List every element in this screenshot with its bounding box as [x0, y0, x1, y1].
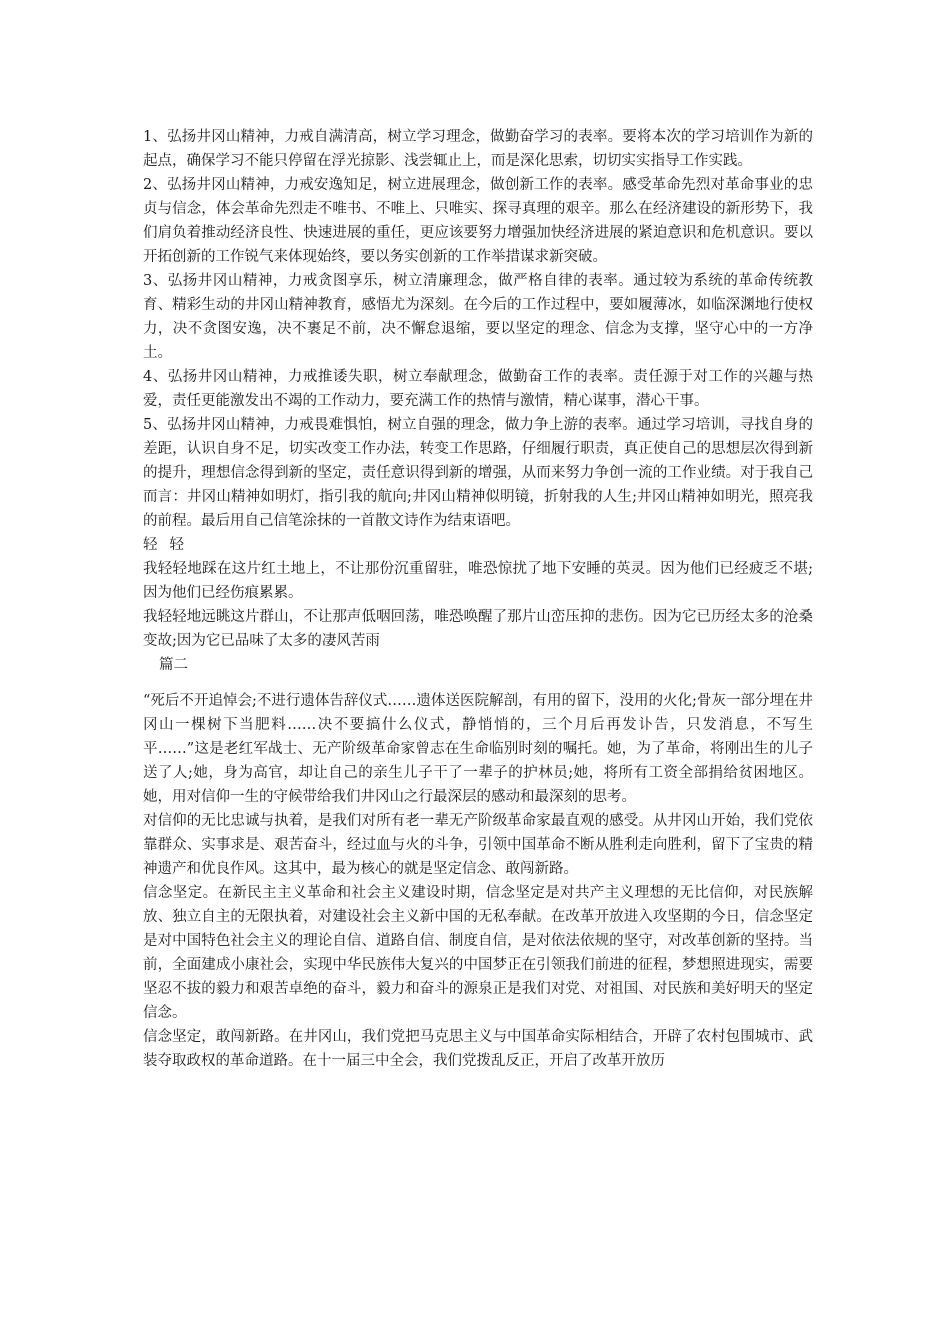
- paragraph-faith: 对信仰的无比忠诚与执着，是我们对所有老一辈无产阶级革命家最直观的感受。从井冈山开始，我们党依靠群众、实事求是、艰苦奋斗，经过血与火的斗争，引领中国革命不断从胜利走向胜利，留下了宝贵的精神遗产和优良作风。这其中，最为核心的就是坚定信念、敢闯新路。: [143, 813, 813, 877]
- section-heading: 篇二: [159, 657, 188, 673]
- paragraph-point-5: 5、弘扬井冈山精神，力戒畏难惧怕，树立自强的理念，做力争上游的表率。通过学习培训，寻找自身的差距，认识自身不足，切实改变工作办法，转变工作思路，仔细履行职责，真正使自己的思想层次得到新的提升，理想信念得到新的坚定，责任意识得到新的增强，从而来努力争创一流的工作业绩。对于我自己而言：井冈山精神如明灯，指引我的航向;井冈山精神似明镜，折射我的人生;井冈山精神如明光，照亮我的前程。最后用自己信笔涂抹的一首散文诗作为结束语吧。: [143, 417, 813, 529]
- paragraph-point-2: 2、弘扬井冈山精神，力戒安逸知足，树立进展理念，做创新工作的表率。感受革命先烈对革命事业的忠贞与信念，体会革命先烈走不唯书、不唯上、只唯实、探寻真理的艰辛。那么在经济建设的新形势下，我们肩负着推动经济良性、快速进展的重任，更应该要努力增强加快经济进展的紧迫意识和危机意识。要以开拓创新的工作锐气来体现始终，要以务实创新的工作举措谋求新突破。: [143, 177, 813, 265]
- paragraph-point-1: 1、弘扬井冈山精神，力戒自满清高，树立学习理念，做勤奋学习的表率。要将本次的学习培训作为新的起点，确保学习不能只停留在浮光掠影、浅尝辄止上，而是深化思索，切切实实指导工作实践。: [143, 129, 813, 169]
- section-spacer: [143, 677, 813, 689]
- paragraph-belief: 信念坚定。在新民主主义革命和社会主义建设时期，信念坚定是对共产主义理想的无比信仰，对民族解放、独立自主的无限执着，对建设社会主义新中国的无私奉献。在改革开放进入攻坚期的今日，信念坚定是对中国特色社会主义的理论自信、道路自信、制度自信，是对依法依规的坚守，对改革创新的坚持。当前，全面建成小康社会，实现中华民族伟大复兴的中国梦正在引领我们前进的征程，梦想照进现实，需要坚忍不拔的毅力和艰苦卓绝的奋斗，毅力和奋斗的源泉正是我们对党、对祖国、对民族和美好明天的坚定信念。: [143, 885, 813, 1021]
- poem-stanza-1: 我轻轻地踩在这片红土地上，不让那份沉重留驻，唯恐惊扰了地下安睡的英灵。因为他们已经疲乏不堪;因为他们已经伤痕累累。: [143, 561, 813, 601]
- paragraph-point-4: 4、弘扬井冈山精神，力戒推诿失职，树立奉献理念，做勤奋工作的表率。责任源于对工作的兴趣与热爱，责任更能激发出不竭的工作动力，要充满工作的热情与激情，精心谋事，潜心干事。: [143, 369, 813, 409]
- poem-title: 轻轻: [143, 537, 196, 553]
- paragraph-quote: “死后不开追悼会;不进行遗体告辞仪式……遗体送医院解剖，有用的留下，没用的火化;骨灰一部分埋在井冈山一棵树下当肥料……决不要搞什么仪式，静悄悄的，三个月后再发讣告，只发消息，不写生平……”这是老红军战士、无产阶级革命家曾志在生命临别时刻的嘱托。她，为了革命，将刚出生的儿子送了人;她，身为高官，却让自己的亲生儿子干了一辈子的护林员;她，将所有工资全部捐给贫困地区。她，用对信仰一生的守候带给我们井冈山之行最深层的感动和最深刻的思考。: [143, 693, 813, 805]
- document-body: [143, 125, 813, 1073]
- paragraph-new-path: 信念坚定，敢闯新路。在井冈山，我们党把马克思主义与中国革命实际相结合，开辟了农村包围城市、武装夺取政权的革命道路。在十一届三中全会，我们党拨乱反正，开启了改革开放历: [143, 1029, 813, 1069]
- paragraph-point-3: 3、弘扬井冈山精神，力戒贪图享乐，树立清廉理念，做严格自律的表率。通过较为系统的革命传统教育、精彩生动的井冈山精神教育，感悟尤为深刻。在今后的工作过程中，要如履薄冰，如临深渊地行使权力，决不贪图安逸，决不裹足不前，决不懈怠退缩，要以坚定的理念、信念为支撑，坚守心中的一方净土。: [143, 273, 813, 361]
- poem-stanza-2: 我轻轻地远眺这片群山，不让那声低咽回荡，唯恐唤醒了那片山峦压抑的悲伤。因为它已历经太多的沧桑变故;因为它已品味了太多的凄风苦雨: [143, 609, 813, 649]
